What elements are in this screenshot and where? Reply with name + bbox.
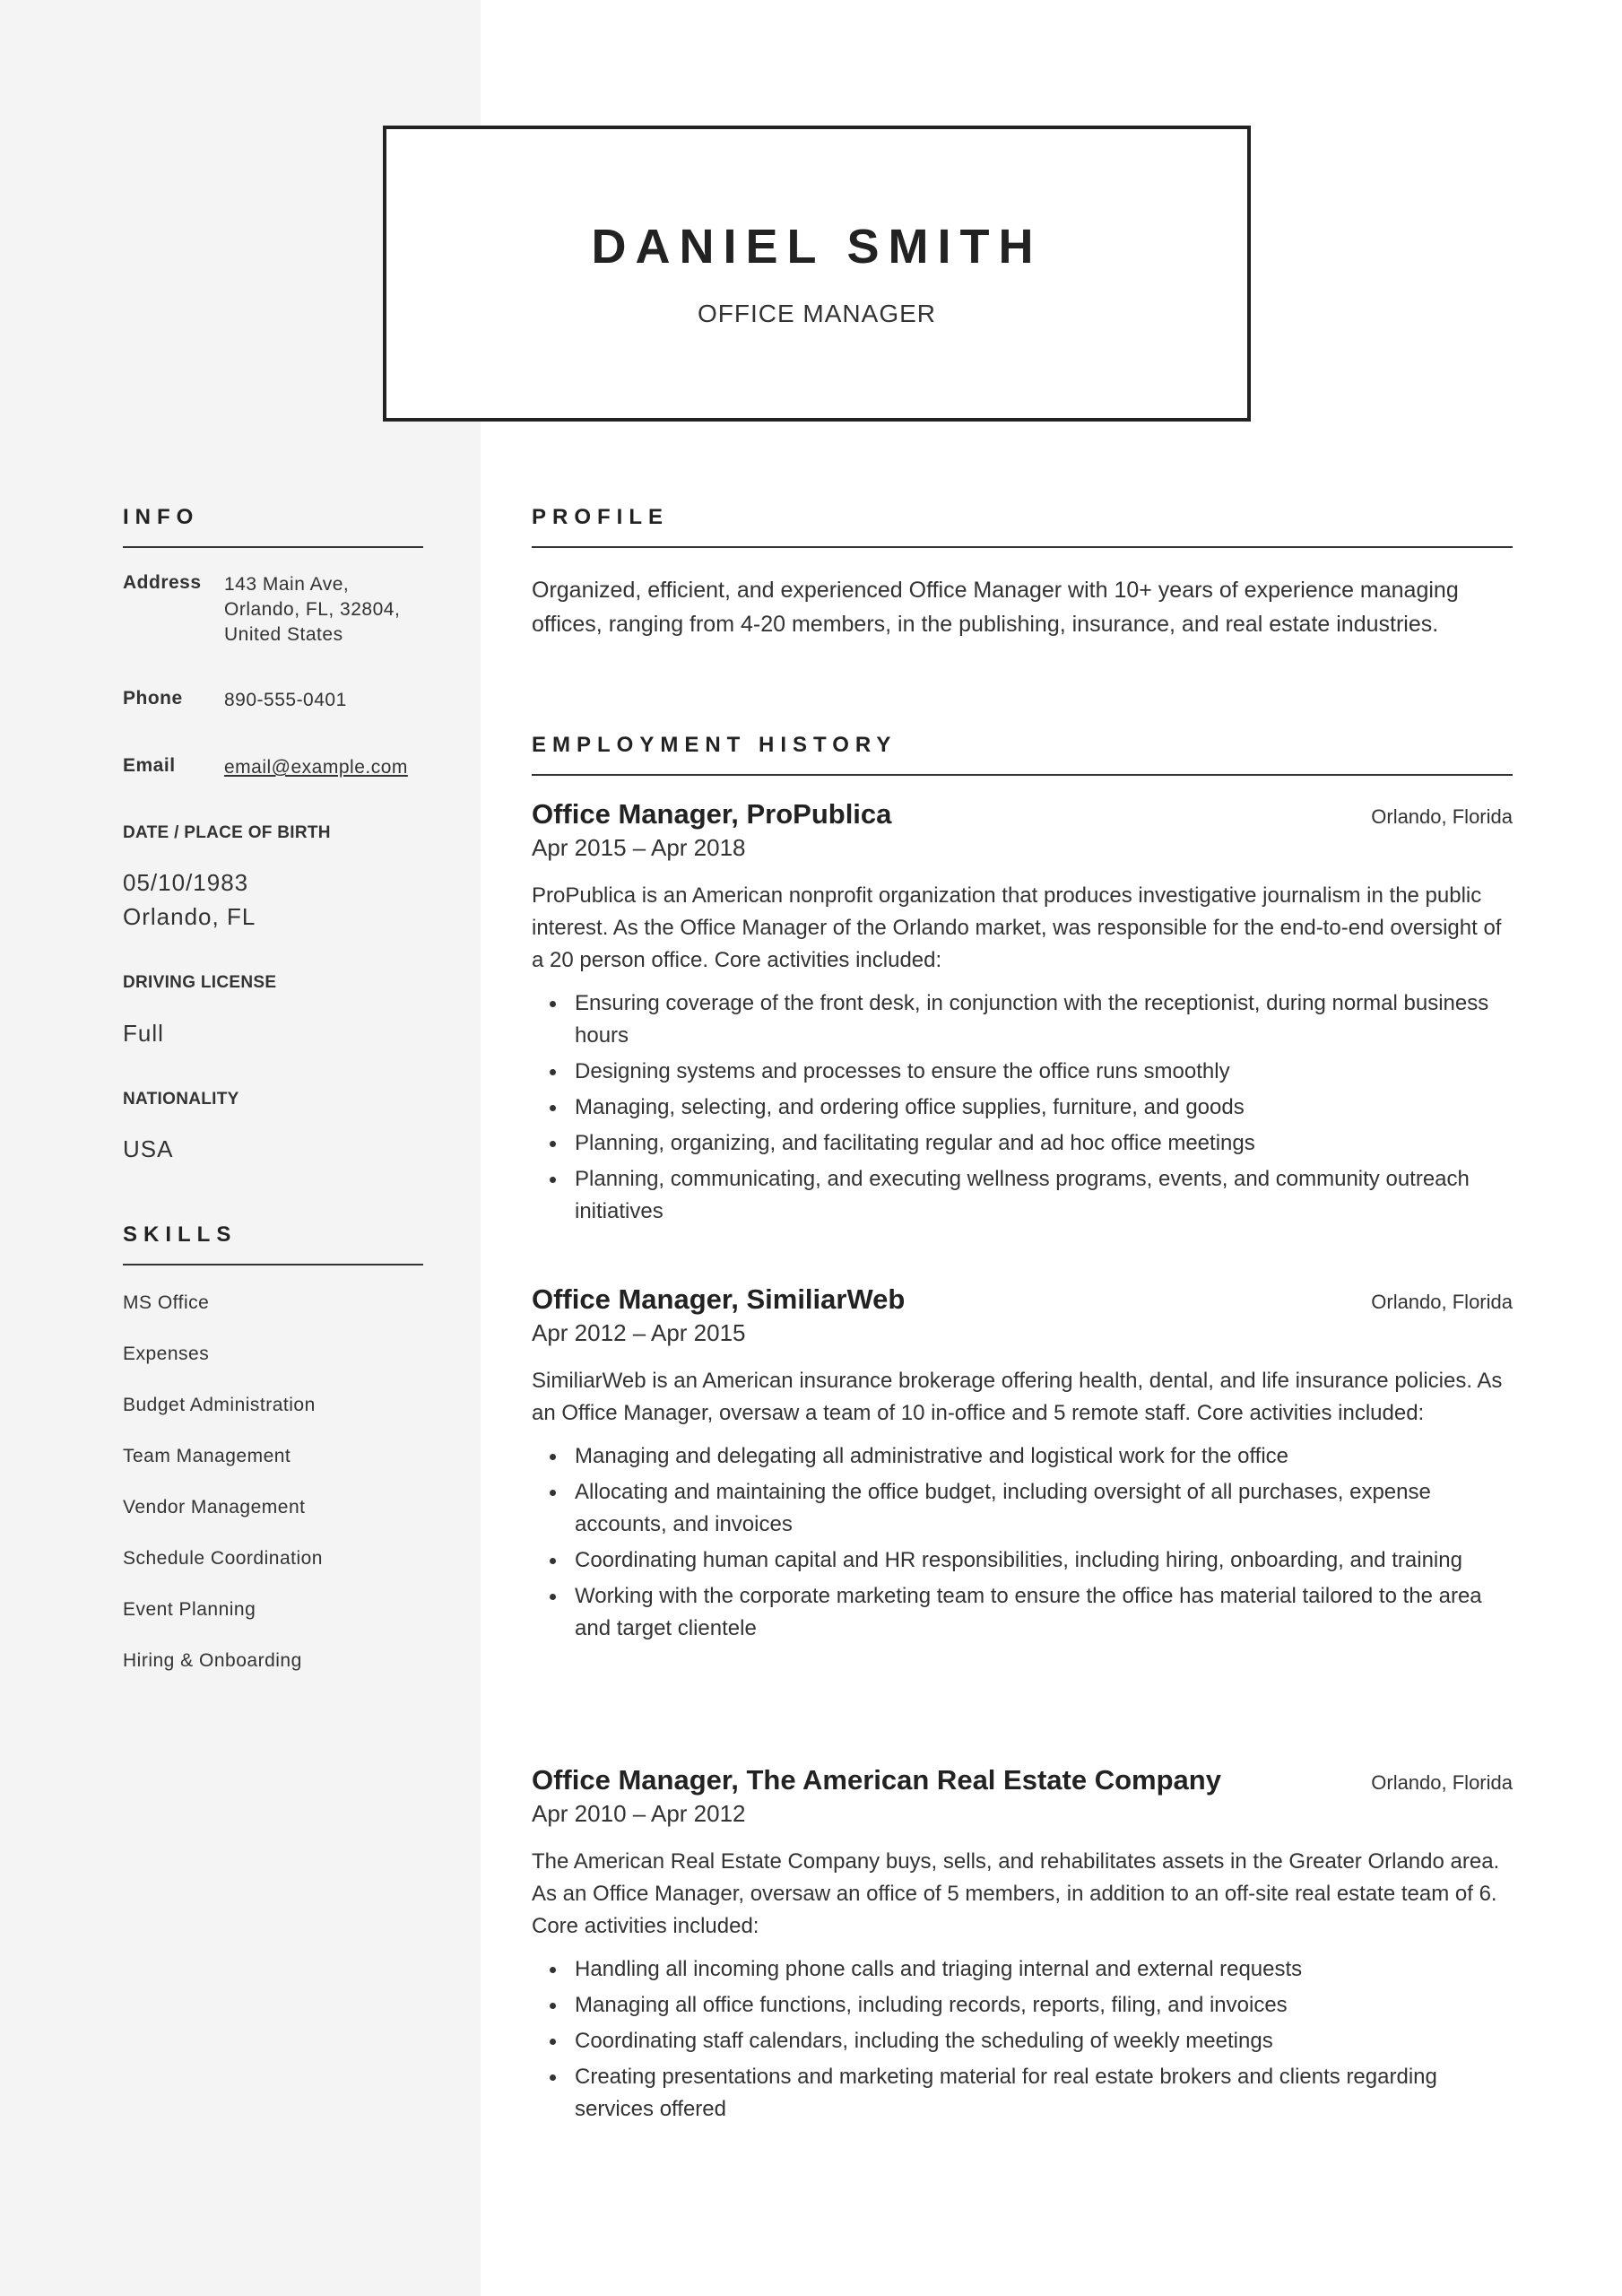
full-name: DANIEL SMITH xyxy=(591,220,1043,274)
bullet-item: Allocating and maintaining the office budget, including oversight of all purchases, expense accounts, and invoices xyxy=(532,1476,1513,1541)
job-entry-bullets xyxy=(532,1953,1513,2126)
bullet-item: Handling all incoming phone calls and triaging internal and external requests xyxy=(532,1953,1513,1986)
skill-item: Budget Administration xyxy=(123,1395,316,1415)
bullet-item: Managing, selecting, and ordering office supplies, furniture, and goods xyxy=(532,1091,1513,1124)
divider xyxy=(532,774,1513,776)
nationality-label: NATIONALITY xyxy=(123,1090,239,1109)
address-line: United States xyxy=(224,624,343,645)
job-entry xyxy=(532,1764,1513,2129)
license-value: Full xyxy=(123,1020,164,1047)
email-label: Email xyxy=(123,755,176,776)
divider xyxy=(532,546,1513,548)
job-entry-location: Orlando, Florida xyxy=(1371,805,1513,828)
address-line: Orlando, FL, 32804, xyxy=(224,599,401,620)
email-link[interactable]: email@example.com xyxy=(224,757,408,778)
birth-place: Orlando, FL xyxy=(123,903,256,930)
profile-section xyxy=(532,505,1513,641)
bullet-item: Coordinating staff calendars, including the scheduling of weekly meetings xyxy=(532,2025,1513,2057)
license-label: DRIVING LICENSE xyxy=(123,973,277,992)
job-title: OFFICE MANAGER xyxy=(697,300,936,327)
profile-text: Organized, efficient, and experienced Office Manager with 10+ years of experience managing offices, ranging from 4-20 members, in the publishing, insurance, and real estate industries. xyxy=(532,578,1459,637)
skill-item: Hiring & Onboarding xyxy=(123,1650,302,1671)
address-row xyxy=(123,572,446,648)
bullet-item: Managing and delegating all administrative and logistical work for the office xyxy=(532,1440,1513,1473)
phone-label: Phone xyxy=(123,688,183,709)
skill-item: Vendor Management xyxy=(123,1497,306,1518)
job-entry xyxy=(532,1283,1513,1648)
address-label: Address xyxy=(123,572,202,593)
job-entry-description: SimiliarWeb is an American insurance brokerage offering health, dental, and life insurance policies. As an Office Manager, oversaw a team of 10 in-office and 5 remote staff. Core activities included: xyxy=(532,1369,1503,1425)
job-entry-dates: Apr 2015 – Apr 2018 xyxy=(532,834,746,861)
job-entry-title: Office Manager, The American Real Estate Company xyxy=(532,1764,1221,1796)
bullet-item: Coordinating human capital and HR responsibilities, including hiring, onboarding, and training xyxy=(532,1544,1513,1577)
bullet-item: Managing all office functions, including records, reports, filing, and invoices xyxy=(532,1989,1513,2022)
job-entry-title: Office Manager, ProPublica xyxy=(532,798,892,830)
name-header xyxy=(383,126,1251,422)
bullet-item: Working with the corporate marketing team to ensure the office has material tailored to the area and target clientele xyxy=(532,1580,1513,1645)
nationality-value: USA xyxy=(123,1135,174,1162)
skill-item: Event Planning xyxy=(123,1599,256,1620)
address-value xyxy=(224,572,400,648)
phone-value: 890-555-0401 xyxy=(224,690,347,710)
info-heading: INFO xyxy=(123,505,200,529)
profile-heading: PROFILE xyxy=(532,505,670,529)
divider xyxy=(123,1264,423,1265)
bullet-item: Planning, communicating, and executing wellness programs, events, and community outreach initiatives xyxy=(532,1163,1513,1228)
birth-label: DATE / PLACE OF BIRTH xyxy=(123,823,331,842)
skills-list xyxy=(123,1292,423,1701)
job-entry-title: Office Manager, SimiliarWeb xyxy=(532,1283,906,1315)
bullet-item: Planning, organizing, and facilitating regular and ad hoc office meetings xyxy=(532,1127,1513,1160)
job-entry-bullets xyxy=(532,1440,1513,1645)
job-entry-description: ProPublica is an American nonprofit organization that produces investigative journalism in the public interest. As the Office Manager of the Orlando market, was responsible for the end-to-end oversight of a 20 person office. Core activities included: xyxy=(532,883,1502,972)
job-entry-location: Orlando, Florida xyxy=(1371,1291,1513,1313)
phone-row xyxy=(123,688,347,713)
email-row xyxy=(123,755,408,780)
job-entry xyxy=(532,798,1513,1231)
skill-item: Schedule Coordination xyxy=(123,1548,323,1569)
job-entry-description: The American Real Estate Company buys, sells, and rehabilitates assets in the Greater Orlando area. As an Office Manager, oversaw an office of 5 members, in addition to an off-site real estate team of 6. Core activities included: xyxy=(532,1849,1500,1938)
skills-section xyxy=(123,1222,423,1701)
bullet-item: Creating presentations and marketing material for real estate brokers and clients regarding services offered xyxy=(532,2061,1513,2126)
bullet-item: Designing systems and processes to ensure the office runs smoothly xyxy=(532,1056,1513,1088)
employment-section xyxy=(532,733,1513,776)
bullet-item: Ensuring coverage of the front desk, in conjunction with the receptionist, during normal business hours xyxy=(532,987,1513,1052)
birth-details xyxy=(123,865,256,934)
skill-item: Team Management xyxy=(123,1446,291,1466)
info-section xyxy=(123,505,423,548)
birth-date: 05/10/1983 xyxy=(123,869,249,896)
address-line: 143 Main Ave, xyxy=(224,574,350,595)
divider xyxy=(123,546,423,548)
job-entry-dates: Apr 2010 – Apr 2012 xyxy=(532,1800,746,1827)
job-entry-dates: Apr 2012 – Apr 2015 xyxy=(532,1319,746,1346)
skills-heading: SKILLS xyxy=(123,1222,238,1247)
job-entry-bullets xyxy=(532,987,1513,1228)
employment-heading: EMPLOYMENT HISTORY xyxy=(532,733,898,757)
skill-item: MS Office xyxy=(123,1292,210,1313)
skill-item: Expenses xyxy=(123,1344,210,1364)
job-entry-location: Orlando, Florida xyxy=(1371,1771,1513,1794)
